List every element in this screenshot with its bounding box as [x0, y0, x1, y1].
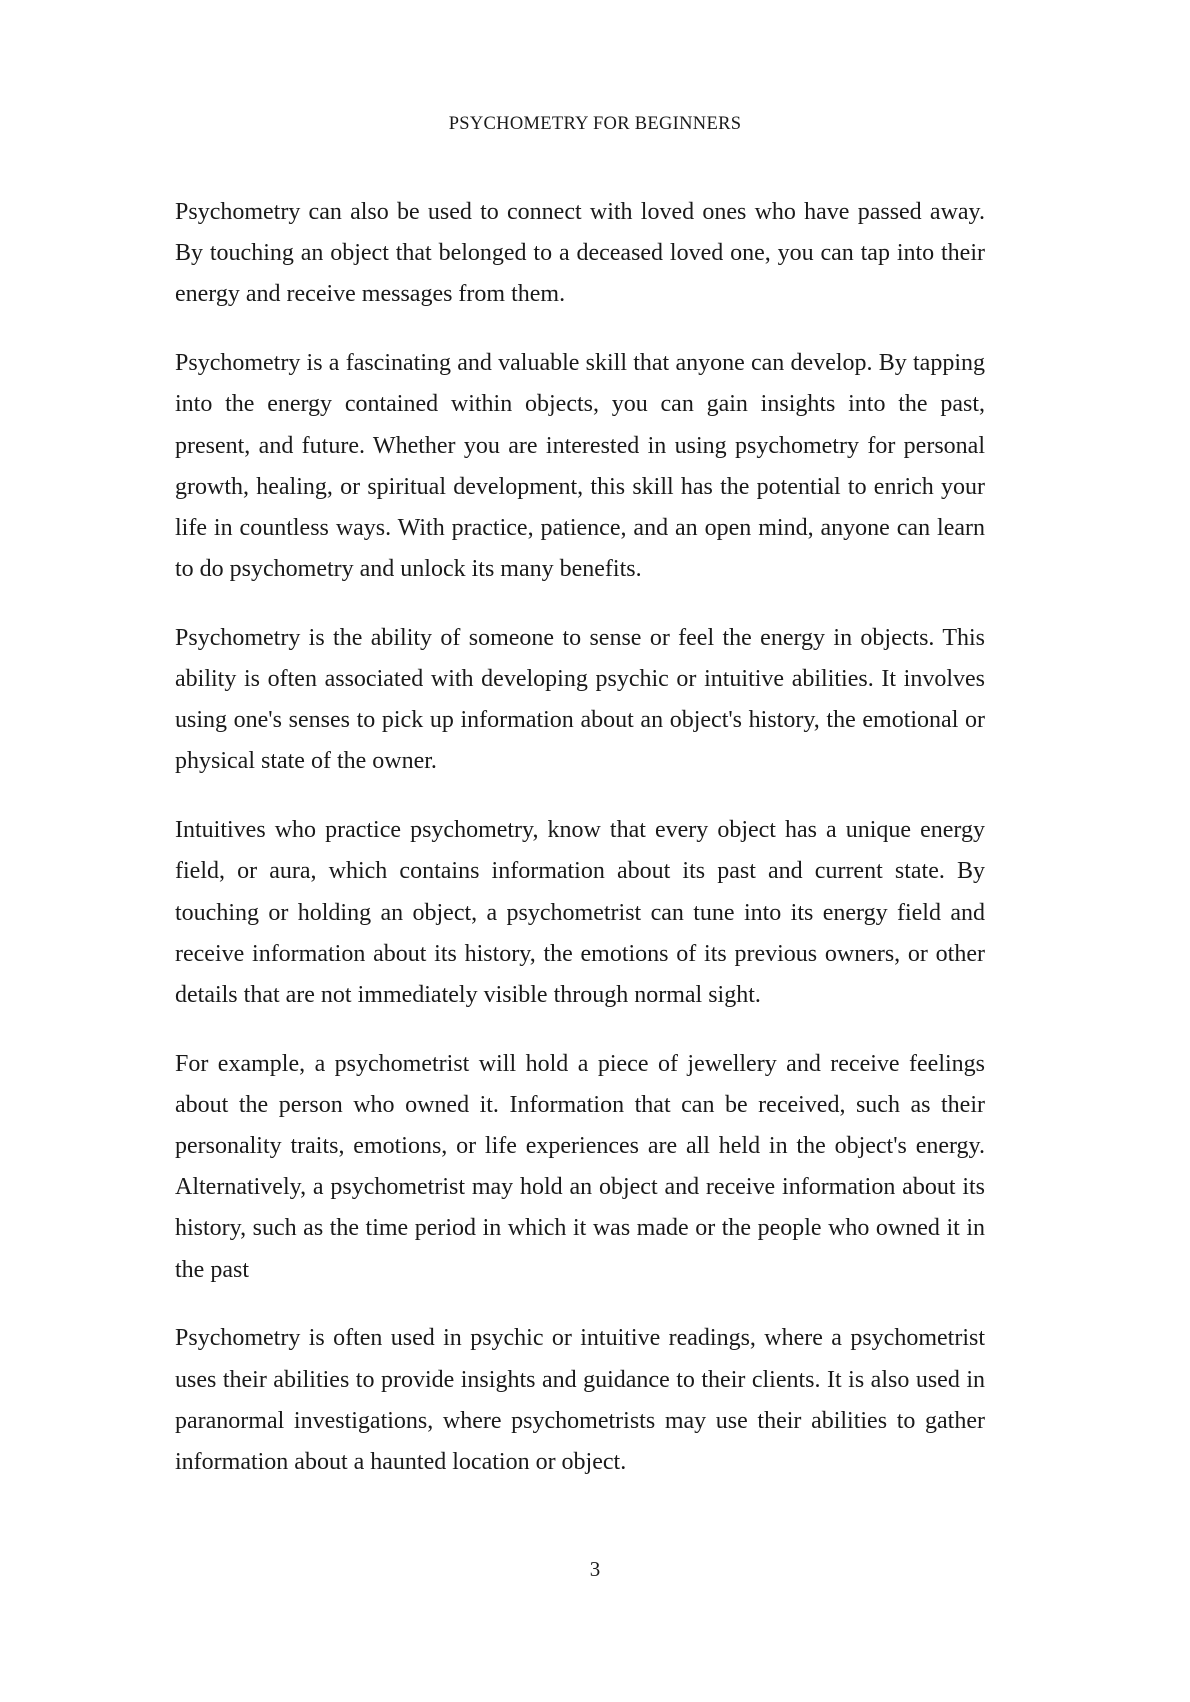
running-header: PSYCHOMETRY FOR BEGINNERS	[448, 114, 742, 134]
paragraph: Intuitives who practice psychometry, know that every object has a unique energy field, or aura, which contains information about its past and current state. By touching or holding an object, a psychometrist can tune into its energy field and receive information about its history, the emotions of its previous owners, or other details that are not immediately visible through normal sight.	[175, 817, 985, 1008]
page-number: 3	[589, 1557, 601, 1581]
body-text	[175, 192, 985, 1511]
paragraph: Psychometry is a fascinating and valuable skill that anyone can develop. By tapping into the energy contained within objects, you can gain insights into the past, present, and future. Whether you are interested in using psychometry for personal growth, healing, or spiritual development, this skill has the potential to enrich your life in countless ways. With practice, patience, and an open mind, anyone can learn to do psychometry and unlock its many benefits.	[175, 350, 985, 583]
paragraph: Psychometry is the ability of someone to sense or feel the energy in objects. This ability is often associated with developing psychic or intuitive abilities. It involves using one's senses to pick up information about an object's history, the emotional or physical state of the owner.	[175, 624, 985, 775]
paragraph: For example, a psychometrist will hold a piece of jewellery and receive feelings about the person who owned it. Information that can be received, such as their personality traits, emotions, or life experiences are all held in the object's energy. Alternatively, a psychometrist may hold an object and receive information about its history, such as the time period in which it was made or the people who owned it in the past	[175, 1050, 985, 1283]
paragraph: Psychometry is often used in psychic or intuitive readings, where a psychometrist uses their abilities to provide insights and guidance to their clients. It is also used in paranormal investigations, where psychometrists may use their abilities to gather information about a haunted location or object.	[175, 1325, 985, 1475]
paragraph: Psychometry can also be used to connect with loved ones who have passed away. By touching an object that belonged to a deceased loved one, you can tap into their energy and receive messages from them.	[175, 199, 985, 308]
